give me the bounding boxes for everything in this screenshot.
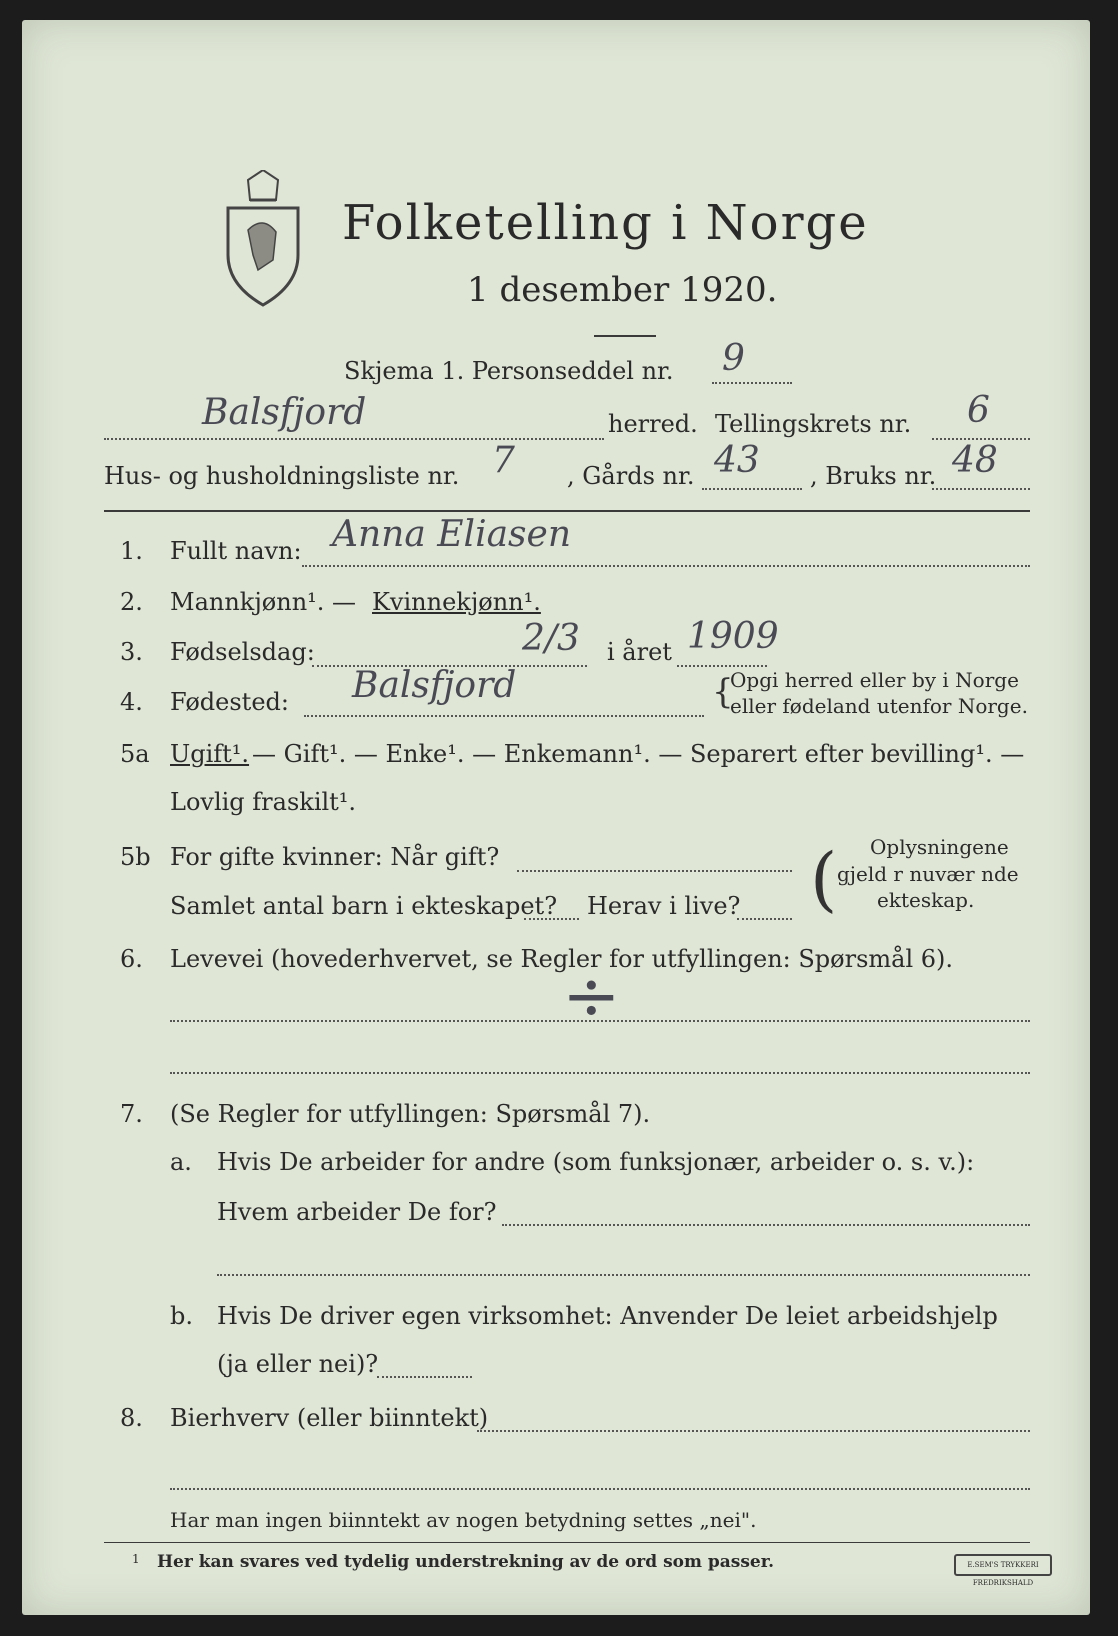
printer-mark-text: E.SEM'S TRYKKERI FREDRIKSHALD — [967, 1561, 1039, 1587]
marriage-brace: ( — [810, 838, 838, 920]
form-date: 1 desember 1920. — [467, 270, 778, 310]
birth-year-line — [677, 665, 767, 667]
married-when-line — [517, 870, 792, 872]
occupation-label: Levevei (hovederhvervet, se Regler for utfyllingen: Spørsmål 6). — [170, 945, 954, 973]
header-divider — [104, 510, 1030, 512]
q7a-text: Hvis De arbeider for andre (som funksjonær, arbeider o. s. v.): — [217, 1148, 975, 1176]
herred-line — [104, 438, 604, 440]
full-name-value[interactable]: Anna Eliasen — [332, 514, 572, 555]
occupation-line-1 — [170, 1020, 1030, 1022]
birthplace-brace: { — [712, 672, 734, 712]
household-number[interactable]: 7 — [492, 440, 515, 481]
q4-number: 4. — [120, 688, 143, 716]
bruks-number[interactable]: 48 — [952, 440, 998, 481]
marital-unmarried-option[interactable]: Ugift¹. — [170, 740, 250, 768]
employer-label: Hvem arbeider De for? — [217, 1198, 497, 1226]
gards-number[interactable]: 43 — [714, 440, 760, 481]
q1-label: Fullt navn: — [170, 537, 302, 565]
schema-label: Skjema 1. Personseddel nr. — [344, 357, 674, 385]
gards-line — [702, 488, 802, 490]
form-title: Folketelling i Norge — [342, 195, 869, 251]
herred-label: herred. — [608, 410, 698, 438]
hired-help-line — [377, 1376, 472, 1378]
printer-mark — [954, 1554, 1052, 1587]
tellingskrets-number[interactable]: 6 — [967, 390, 990, 431]
marriage-note-1: Oplysningene — [870, 835, 1009, 859]
q7-number: 7. — [120, 1100, 143, 1128]
q7a-letter: a. — [170, 1148, 192, 1176]
full-name-line — [302, 565, 1030, 567]
census-form — [22, 20, 1090, 1615]
occupation-line-2 — [170, 1072, 1030, 1074]
employer-line-2 — [217, 1274, 1030, 1276]
q7b-text: Hvis De driver egen virksomhet: Anvender De leiet arbeidshjelp — [217, 1302, 998, 1330]
occupation-value[interactable]: ÷ — [562, 955, 621, 1037]
gards-label: , Gårds nr. — [567, 462, 695, 490]
tellingskrets-label: Tellingskrets nr. — [715, 410, 912, 438]
birth-year-label: i året — [607, 638, 672, 666]
q6-number: 6. — [120, 945, 143, 973]
hired-help-label: (ja eller nei)? — [217, 1350, 379, 1378]
footnote-mark: 1 — [132, 1552, 140, 1566]
q7-label: (Se Regler for utfyllingen: Spørsmål 7). — [170, 1100, 651, 1128]
q5a-number: 5a — [120, 740, 150, 768]
marriage-note-2: gjeld r nuvær nde — [837, 862, 1019, 886]
birthplace-note-1: Opgi herred eller by i Norge — [730, 668, 1019, 692]
side-income-note: Har man ingen biinntekt av nogen betydning settes „nei". — [170, 1508, 757, 1532]
q4-label: Fødested: — [170, 688, 289, 716]
side-income-line-2 — [170, 1488, 1030, 1490]
side-income-line-1 — [477, 1430, 1030, 1432]
marital-divorced-option[interactable]: Lovlig fraskilt¹. — [170, 788, 357, 816]
q8-number: 8. — [120, 1404, 143, 1432]
bruks-line — [932, 488, 1030, 490]
birth-date-value[interactable]: 2/3 — [522, 618, 580, 659]
personseddel-number[interactable]: 9 — [722, 338, 745, 379]
employer-line-1 — [502, 1224, 1030, 1226]
gender-female-option[interactable]: Kvinnekjønn¹. — [372, 588, 541, 616]
children-alive-line — [737, 918, 792, 920]
footer-divider — [104, 1542, 1030, 1543]
married-when-label: For gifte kvinner: Når gift? — [170, 843, 500, 871]
children-alive-label: Herav i live? — [587, 892, 741, 920]
marital-other-options[interactable]: — Gift¹. — Enke¹. — Enkemann¹. — Separert efter bevilling¹. — — [252, 740, 1025, 768]
children-total-label: Samlet antal barn i ekteskapet? — [170, 892, 558, 920]
birthplace-line — [304, 715, 704, 717]
gender-male-option[interactable]: Mannkjønn¹. — — [170, 588, 357, 616]
norway-coat-of-arms-icon — [218, 170, 308, 310]
household-label: Hus- og husholdningsliste nr. — [104, 462, 460, 490]
bruks-label: , Bruks nr. — [810, 462, 937, 490]
birthplace-note-2: eller fødeland utenfor Norge. — [730, 694, 1028, 718]
children-total-line — [524, 918, 579, 920]
side-income-label: Bierhverv (eller biinntekt) — [170, 1404, 489, 1432]
q1-number: 1. — [120, 537, 143, 565]
q3-number: 3. — [120, 638, 143, 666]
q2-number: 2. — [120, 588, 143, 616]
marriage-note-3: ekteskap. — [877, 888, 975, 912]
title-divider — [594, 335, 656, 337]
q7b-letter: b. — [170, 1302, 193, 1330]
birth-year-value[interactable]: 1909 — [687, 616, 779, 657]
birthplace-value[interactable]: Balsfjord — [352, 665, 517, 706]
footnote-text: Her kan svares ved tydelig understrekning av de ord som passer. — [157, 1552, 775, 1572]
q5b-number: 5b — [120, 843, 151, 871]
q3-label: Fødselsdag: — [170, 638, 315, 666]
personseddel-line — [712, 382, 792, 384]
herred-name[interactable]: Balsfjord — [202, 392, 367, 433]
